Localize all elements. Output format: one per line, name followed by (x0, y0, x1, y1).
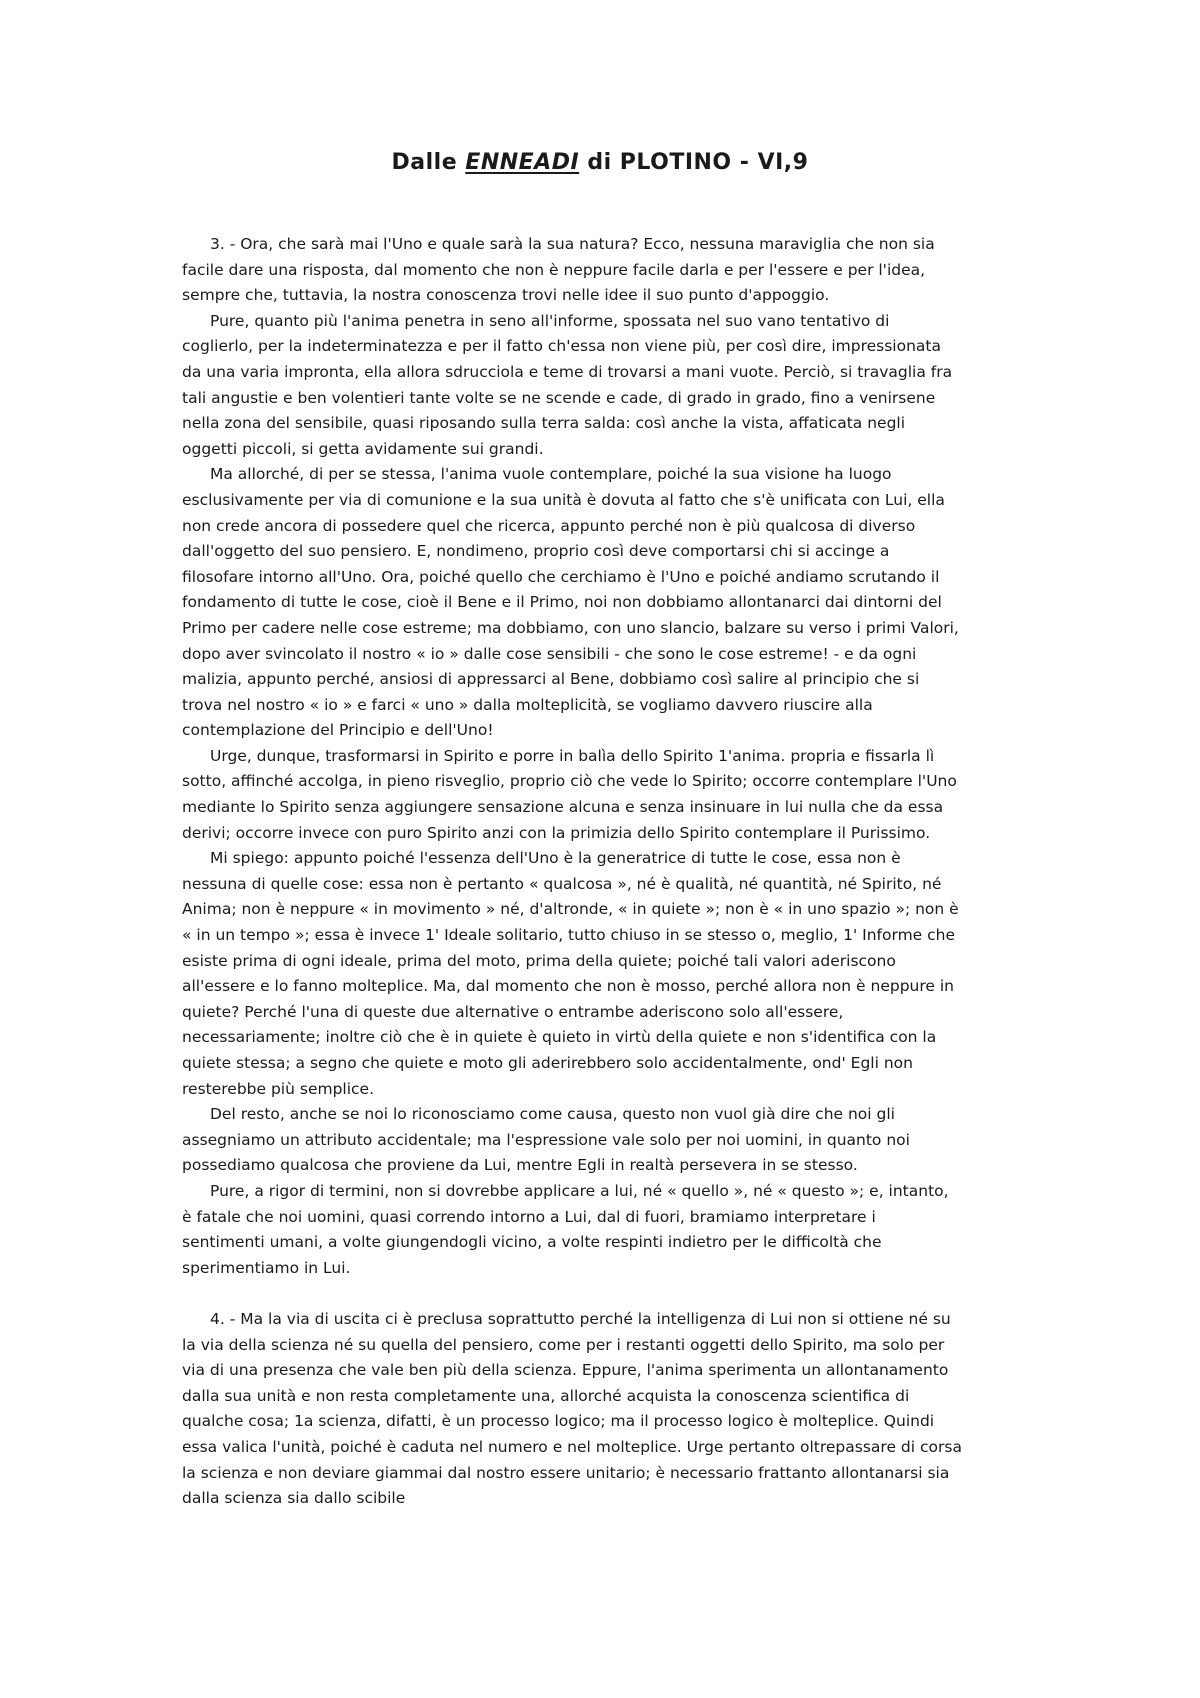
title-suffix: di PLOTINO - VI,9 (579, 150, 809, 175)
title-prefix: Dalle (391, 150, 466, 175)
paragraph: Ma allorché, di per se stessa, l'anima vuole contemplare, poiché la sua visione ha luogo esclusivamente per via di comunione e la sua unità è dovuta al fatto che s'è unificata con Lui, ella non crede ancora di possedere quel che ricerca, appunto perché non è più qualcosa di diverso dall'oggetto del suo pensiero. E, nondimeno, proprio così deve comportarsi chi si accinge a filosofare intorno all'Uno. Ora, poiché quello che cerchiamo è l'Uno e poiché andiamo scrutando il fondamento di tutte le cose, cioè il Bene e il Primo, noi non dobbiamo allontanarci dai dintorni del Primo per cadere nelle cose estreme; ma dobbiamo, con uno slancio, balzare su verso i primi Valori, dopo aver svincolato il nostro « io » dalle cose sensibili - che sono le cose estreme! - e da ogni malizia, appunto perché, ansiosi di appressarci al Bene, dobbiamo così salire al principio che si trova nel nostro « io » e farci « uno » dalla molteplicità, se vogliamo davvero riuscire alla contemplazione del Principio e dell'Uno! (182, 465, 959, 740)
paragraph: 4. - Ma la via di uscita ci è preclusa soprattutto perché la intelligenza di Lui non si ottiene né su la via della scienza né su quella del pensiero, come per i restanti oggetti dello Spirito, ma solo per via di una presenza che vale ben più della scienza. Eppure, l'anima sperimenta un allontanamento dalla sua unità e non resta completamente una, allorché acquista la conoscenza scientifica di qualche cosa; 1a scienza, difatti, è un processo logico; ma il processo logico è molteplice. Quindi essa valica l'unità, poiché è caduta nel numero e nel molteplice. Urge pertanto oltrepassare di corsa la scienza e non deviare giammai dal nostro essere unitario; è necessario frattanto allontanarsi sia dalla scienza sia dallo scibile (182, 1309, 962, 1508)
paragraph: Pure, a rigor di termini, non si dovrebbe applicare a lui, né « quello », né « questo »; e, intanto, è fatale che noi uomini, quasi correndo intorno a Lui, dal di fuori, bramiamo interpretare i sentimenti umani, a volte giungendogli vicino, a volte respinti indietro per le difficoltà che sperimentiamo in Lui. (182, 1181, 949, 1277)
paragraph: Urge, dunque, trasformarsi in Spirito e porre in balìa dello Spirito 1'anima. propria e fissarla lì sotto, affinché accolga, in pieno risveglio, proprio ciò che vede lo Spirito; occorre contemplare l'Uno mediante lo Spirito senza aggiungere sensazione alcuna e senza insinuare in lui nulla che da essa derivi; occorre invece con puro Spirito anzi con la primizia dello Spirito contemplare il Purissimo. (182, 746, 957, 842)
document-body (182, 232, 962, 1512)
section-gap (182, 1281, 962, 1307)
title-work: ENNEADI (465, 150, 580, 175)
paragraph: Del resto, anche se noi lo riconosciamo come causa, questo non vuol già dire che noi gli assegniamo un attributo accidentale; ma l'espressione vale solo per noi uomini, in quanto noi possediamo qualcosa che proviene da Lui, mentre Egli in realtà persevera in se stesso. (182, 1105, 910, 1175)
page-title (0, 148, 1200, 178)
paragraph: Mi spiego: appunto poiché l'essenza dell'Uno è la generatrice di tutte le cose, essa non è nessuna di quelle cose: essa non è pertanto « qualcosa », né è qualità, né quantità, né Spirito, né Anima; non è neppure « in movimento » né, d'altronde, « in quiete »; non è « in uno spazio »; non è « in un tempo »; essa è invece 1' Ideale solitario, tutto chiuso in se stesso o, meglio, 1' Informe che esiste prima di ogni ideale, prima del moto, prima della quiete; poiché tali valori aderiscono all'essere e lo fanno molteplice. Ma, dal momento che non è mosso, perché allora non è neppure in quiete? Perché l'una di queste due alternative o entrambe aderiscono solo all'essere, necessariamente; inoltre ciò che è in quiete è quieto in virtù della quiete e non s'identifica con la quiete stessa; a segno che quiete e moto gli aderirebbero solo accidentalmente, ond' Egli non resterebbe più semplice. (182, 849, 959, 1098)
paragraph: 3. - Ora, che sarà mai l'Uno e quale sarà la sua natura? Ecco, nessuna maraviglia che non sia facile dare una risposta, dal momento che non è neppure facile darla e per l'essere e per l'idea, sempre che, tuttavia, la nostra conoscenza trovi nelle idee il suo punto d'appoggio. (182, 235, 935, 305)
paragraph: Pure, quanto più l'anima penetra in seno all'informe, spossata nel suo vano tentativo di coglierlo, per la indeterminatezza e per il fatto ch'essa non viene più, per così dire, impressionata da una varia impronta, ella allora sdrucciola e teme di trovarsi a mani vuote. Perciò, si travaglia fra tali angustie e ben volentieri tante volte se ne scende e cade, di grado in grado, fino a venirsene nella zona del sensibile, quasi riposando sulla terra salda: così anche la vista, affaticata negli oggetti piccoli, si getta avidamente sui grandi. (182, 311, 953, 458)
